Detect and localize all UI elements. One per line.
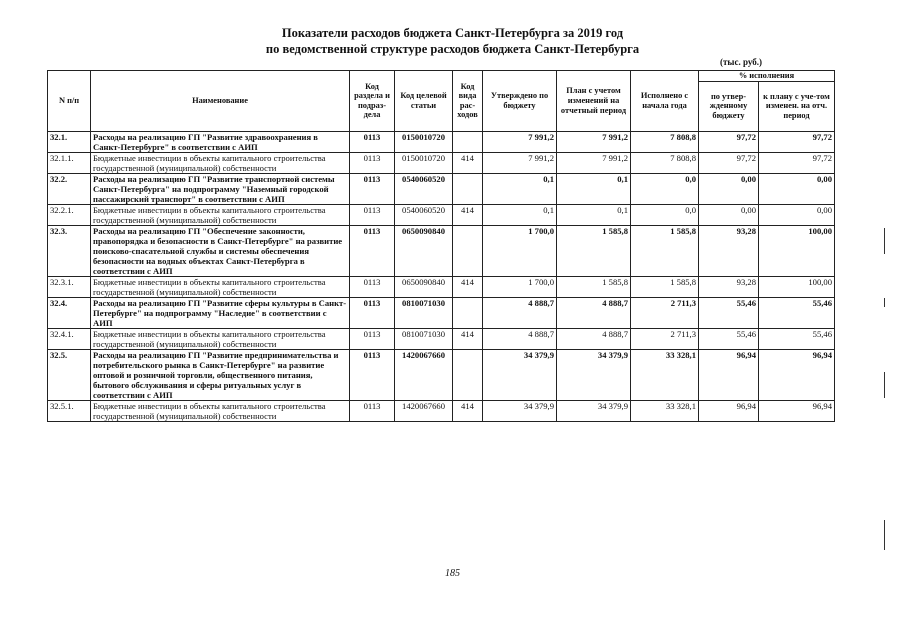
cell-plan: 0,1 [557,173,631,204]
cell-kind [453,349,483,400]
cell-pct-budget: 97,72 [699,131,759,152]
cell-target: 0810071030 [395,328,453,349]
cell-pct-plan: 0,00 [759,204,835,225]
budget-table [47,70,835,422]
header-plan: План с учетом изменений на отчетный период [557,71,631,132]
table-body [48,131,835,421]
cell-target: 0650090840 [395,225,453,276]
cell-approved: 1 700,0 [483,276,557,297]
table-row [48,400,835,421]
cell-kind: 414 [453,204,483,225]
cell-name: Бюджетные инвестиции в объекты капитального строительства государственной (муниципальной) собственности [91,400,350,421]
cell-name: Расходы на реализацию ГП "Обеспечение законности, правопорядка и безопасности в Санкт-Петербурге" на развитие поисково-спасательной службы и системы обеспечения безопасности на водных объектах Санкт-Петербурга в соответствии с АИП [91,225,350,276]
cell-plan: 1 585,8 [557,276,631,297]
cell-plan: 7 991,2 [557,152,631,173]
cell-num: 32.5. [48,349,91,400]
cell-pct-budget: 96,94 [699,349,759,400]
cell-pct-plan: 55,46 [759,328,835,349]
header-approved: Утверждено по бюджету [483,71,557,132]
cell-pct-plan: 100,00 [759,225,835,276]
cell-kind [453,297,483,328]
cell-num: 32.3. [48,225,91,276]
cell-section: 0113 [350,131,395,152]
cell-approved: 4 888,7 [483,297,557,328]
header-section: Код раздела и подраз-дела [350,71,395,132]
scan-mark [884,372,885,398]
cell-num: 32.4.1. [48,328,91,349]
cell-target: 0810071030 [395,297,453,328]
scan-mark [884,298,885,307]
cell-executed: 1 585,8 [631,225,699,276]
header-target: Код целевой статьи [395,71,453,132]
header-num: N п/п [48,71,91,132]
cell-executed: 2 711,3 [631,297,699,328]
cell-approved: 7 991,2 [483,131,557,152]
table-row [48,173,835,204]
cell-num: 32.2. [48,173,91,204]
document-title-line1: Показатели расходов бюджета Санкт-Петербурга за 2019 год [281,26,624,40]
cell-name: Бюджетные инвестиции в объекты капитального строительства государственной (муниципальной) собственности [91,204,350,225]
header-percent-group: % исполнения [699,71,835,82]
cell-section: 0113 [350,400,395,421]
table-row [48,328,835,349]
table-row [48,349,835,400]
cell-kind: 414 [453,328,483,349]
cell-pct-budget: 55,46 [699,297,759,328]
cell-kind [453,225,483,276]
page-number: 185 [445,568,460,579]
cell-executed: 7 808,8 [631,152,699,173]
header-executed: Исполнено с начала года [631,71,699,132]
cell-target: 1420067660 [395,349,453,400]
cell-kind: 414 [453,152,483,173]
cell-section: 0113 [350,328,395,349]
cell-kind: 414 [453,400,483,421]
cell-approved: 0,1 [483,173,557,204]
cell-kind: 414 [453,276,483,297]
scan-mark [884,520,885,550]
cell-num: 32.5.1. [48,400,91,421]
cell-section: 0113 [350,225,395,276]
cell-section: 0113 [350,173,395,204]
cell-num: 32.4. [48,297,91,328]
cell-name: Расходы на реализацию ГП "Развитие предпринимательства и потребительского рынка в Санкт-Петербурге" на развитие оптовой и розничной торговли, общественного питания, бытового обслуживания и сферы ритуальных услуг в соответствии с АИП [91,349,350,400]
cell-approved: 34 379,9 [483,349,557,400]
cell-name: Бюджетные инвестиции в объекты капитального строительства государственной (муниципальной) собственности [91,276,350,297]
cell-pct-budget: 55,46 [699,328,759,349]
cell-pct-plan: 0,00 [759,173,835,204]
cell-num: 32.2.1. [48,204,91,225]
table-row [48,225,835,276]
cell-section: 0113 [350,276,395,297]
cell-kind [453,131,483,152]
cell-pct-plan: 100,00 [759,276,835,297]
cell-pct-budget: 93,28 [699,276,759,297]
cell-name: Расходы на реализацию ГП "Развитие сферы культуры в Санкт-Петербурге" на подпрограмму "Наследие" в соответствии с АИП [91,297,350,328]
cell-approved: 1 700,0 [483,225,557,276]
cell-pct-plan: 96,94 [759,349,835,400]
cell-pct-budget: 0,00 [699,204,759,225]
cell-name: Бюджетные инвестиции в объекты капитального строительства государственной (муниципальной) собственности [91,328,350,349]
cell-plan: 4 888,7 [557,297,631,328]
cell-plan: 7 991,2 [557,131,631,152]
cell-plan: 4 888,7 [557,328,631,349]
cell-pct-budget: 93,28 [699,225,759,276]
cell-section: 0113 [350,349,395,400]
cell-section: 0113 [350,297,395,328]
header-kind: Код вида рас-ходов [453,71,483,132]
cell-executed: 2 711,3 [631,328,699,349]
cell-executed: 33 328,1 [631,349,699,400]
document-title-line2: по ведомственной структуре расходов бюджета Санкт-Петербурга [265,42,640,56]
cell-executed: 0,0 [631,204,699,225]
cell-pct-budget: 0,00 [699,173,759,204]
scan-mark [884,228,885,254]
cell-plan: 34 379,9 [557,349,631,400]
units-label: (тыс. руб.) [720,57,762,67]
cell-approved: 7 991,2 [483,152,557,173]
cell-approved: 4 888,7 [483,328,557,349]
cell-pct-budget: 97,72 [699,152,759,173]
cell-num: 32.3.1. [48,276,91,297]
cell-pct-budget: 96,94 [699,400,759,421]
cell-name: Расходы на реализацию ГП "Развитие транспортной системы Санкт-Петербурга" на подпрограмму "Наземный городской пассажирский транспорт" в соответствии с АИП [91,173,350,204]
header-pct-budget: по утвер-жденному бюджету [699,81,759,131]
header-pct-plan: к плану с уче-том изменен. на отч. период [759,81,835,131]
cell-approved: 0,1 [483,204,557,225]
cell-target: 0150010720 [395,131,453,152]
cell-target: 0540060520 [395,204,453,225]
cell-executed: 1 585,8 [631,276,699,297]
cell-plan: 34 379,9 [557,400,631,421]
cell-target: 0650090840 [395,276,453,297]
cell-num: 32.1. [48,131,91,152]
table-row [48,276,835,297]
cell-target: 1420067660 [395,400,453,421]
cell-pct-plan: 55,46 [759,297,835,328]
table-row [48,297,835,328]
cell-pct-plan: 96,94 [759,400,835,421]
cell-executed: 0,0 [631,173,699,204]
table-row [48,131,835,152]
cell-pct-plan: 97,72 [759,152,835,173]
cell-num: 32.1.1. [48,152,91,173]
cell-target: 0540060520 [395,173,453,204]
header-name: Наименование [91,71,350,132]
cell-section: 0113 [350,152,395,173]
cell-approved: 34 379,9 [483,400,557,421]
cell-kind [453,173,483,204]
table-row [48,204,835,225]
cell-executed: 33 328,1 [631,400,699,421]
cell-executed: 7 808,8 [631,131,699,152]
cell-plan: 1 585,8 [557,225,631,276]
table-row [48,152,835,173]
cell-target: 0150010720 [395,152,453,173]
cell-plan: 0,1 [557,204,631,225]
cell-pct-plan: 97,72 [759,131,835,152]
cell-name: Бюджетные инвестиции в объекты капитального строительства государственной (муниципальной) собственности [91,152,350,173]
cell-section: 0113 [350,204,395,225]
cell-name: Расходы на реализацию ГП "Развитие здравоохранения в Санкт-Петербурге" в соответствии с АИП [91,131,350,152]
